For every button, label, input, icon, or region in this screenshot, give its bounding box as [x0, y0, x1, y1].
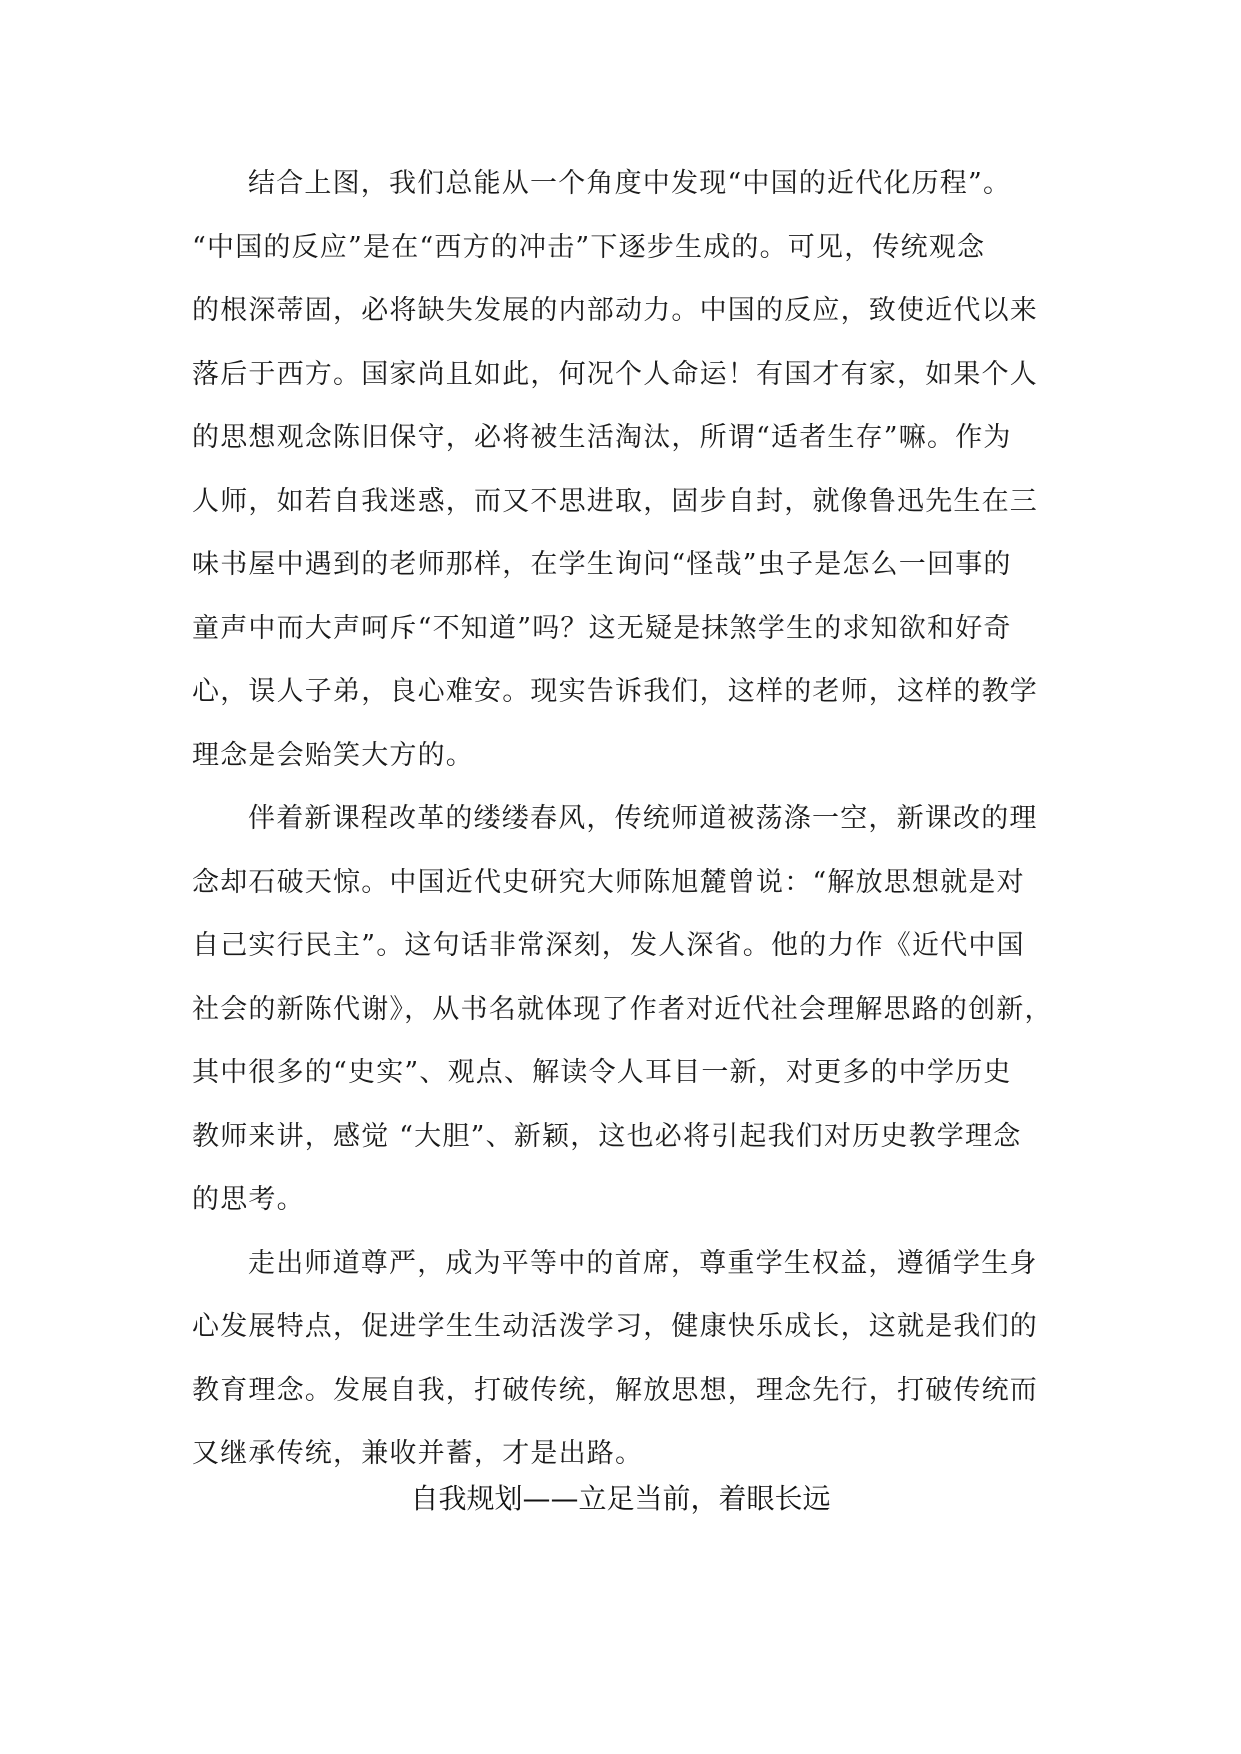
- text-line: 走出师道尊严，成为平等中的首席，尊重学生权益，遵循学生身: [248, 1247, 1038, 1279]
- text-line: “中国的反应”是在“西方的冲击”下逐步生成的。可见，传统观念: [192, 231, 986, 263]
- text-line: 理念是会贻笑大方的。: [192, 739, 474, 771]
- text-line: 其中很多的“史实”、观点、解读令人耳目一新，对更多的中学历史: [192, 1057, 1012, 1088]
- text-line: 结合上图，我们总能从一个角度中发现“中国的近代化历程”。: [248, 168, 1012, 199]
- text-line: 教育理念。发展自我，打破传统，解放思想，理念先行，打破传统而: [192, 1374, 1038, 1406]
- document-body: [192, 152, 1072, 1486]
- text-line: 童声中而大声呵斥“不知道”吗？这无疑是抹煞学生的求知欲和好奇: [192, 612, 1012, 644]
- section-heading: 自我规划——立足当前，着眼长远: [410, 1482, 831, 1515]
- text-line: 的思考。: [192, 1184, 305, 1215]
- text-line: 心发展特点，促进学生生动活泼学习，健康快乐成长，这就是我们的: [192, 1311, 1038, 1342]
- text-line: 又继承传统，兼收并蓄，才是出路。: [192, 1438, 644, 1469]
- text-line: 教师来讲，感觉 “大胆”、新颖，这也必将引起我们对历史教学理念: [192, 1120, 1022, 1152]
- paragraph-1: [192, 152, 1072, 787]
- text-line: 社会的新陈代谢》，从书名就体现了作者对近代社会理解思路的创新，: [192, 993, 1053, 1025]
- paragraph-2: [192, 787, 1072, 1232]
- text-line: 人师，如若自我迷惑，而又不思进取，固步自封，就像鲁迅先生在三: [192, 485, 1038, 517]
- text-line: 心，误人子弟，良心难安。现实告诉我们，这样的老师，这样的教学: [192, 676, 1038, 707]
- text-line: 的根深蒂固，必将缺失发展的内部动力。中国的反应，致使近代以来: [192, 295, 1038, 326]
- text-line: 伴着新课程改革的缕缕春风，传统师道被荡涤一空，新课改的理: [248, 803, 1038, 834]
- text-line: 自己实行民主”。这句话非常深刻，发人深省。他的力作《近代中国: [192, 930, 1025, 961]
- text-line: 味书屋中遇到的老师那样，在学生询问“怪哉”虫子是怎么一回事的: [192, 549, 1012, 580]
- text-line: 落后于西方。国家尚且如此，何况个人命运！有国才有家，如果个人: [192, 358, 1038, 390]
- text-line: 念却石破天惊。中国近代史研究大师陈旭麓曾说：“解放思想就是对: [192, 866, 1025, 898]
- text-line: 的思想观念陈旧保守，必将被生活淘汰，所谓“适者生存”嘛。作为: [192, 422, 1012, 453]
- paragraph-3: [192, 1232, 1072, 1486]
